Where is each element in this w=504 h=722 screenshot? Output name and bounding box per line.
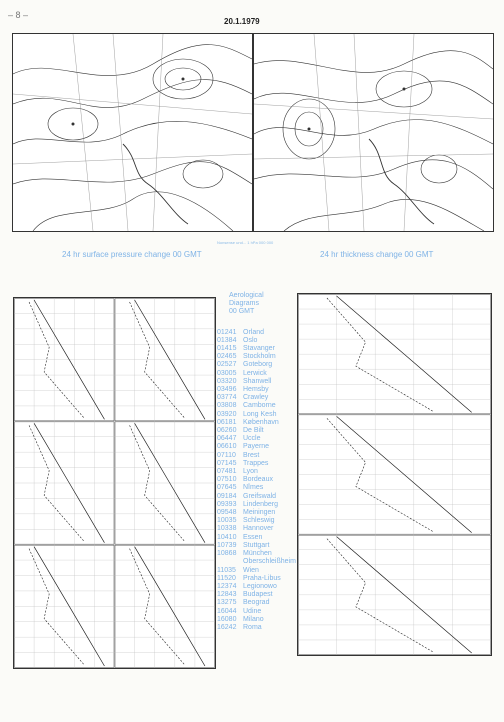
station-name: Stavanger [243, 345, 275, 353]
station-code: 11035 [217, 566, 236, 574]
station-code: 06181 [217, 418, 237, 426]
station-row [217, 550, 302, 558]
sounding-diagram [298, 294, 491, 414]
station-name: Milano [243, 615, 264, 623]
station-code: 09393 [217, 500, 237, 508]
station-name: Nîmes [243, 484, 264, 492]
station-name: Lerwick [243, 369, 267, 377]
station-row [217, 575, 302, 583]
sounding-diagram [14, 421, 115, 544]
station-row [217, 599, 302, 607]
station-name: Meiningen [243, 509, 276, 517]
station-list [217, 292, 302, 632]
aerological-diagrams-right [297, 293, 492, 656]
station-name: Uccle [243, 435, 261, 443]
station-name: Schleswig [243, 517, 275, 525]
station-row [217, 476, 302, 484]
station-name: Hemsby [243, 386, 269, 394]
station-row [217, 493, 302, 501]
station-code: 03320 [217, 377, 237, 385]
thickness-change-map [253, 33, 494, 232]
station-row [217, 567, 302, 575]
station-code: 10035 [217, 517, 237, 525]
station-code: 03774 [217, 394, 237, 402]
station-code: 06610 [217, 443, 237, 451]
station-row [217, 353, 302, 361]
station-name: Greifswald [243, 492, 277, 500]
station-name: Trappes [243, 459, 269, 467]
station-row [217, 542, 302, 550]
station-row [217, 558, 302, 566]
station-code: 10338 [217, 525, 237, 533]
station-row [217, 435, 302, 443]
station-row [217, 608, 302, 616]
aerological-diagrams-right-graphic [298, 294, 491, 655]
sounding-diagram [298, 414, 491, 534]
station-name: Udine [243, 607, 262, 615]
station-name: Lyon [243, 468, 258, 476]
station-code: 06447 [217, 435, 237, 443]
station-row [217, 427, 302, 435]
station-row [217, 337, 302, 345]
page-date: 20.1.1979 [224, 17, 260, 26]
station-name: Lindenberg [243, 500, 279, 508]
station-row [217, 378, 302, 386]
station-name: Legionowo [243, 582, 277, 590]
middle-caption: Nonsense und... 1 hPa 000 000 [217, 240, 274, 245]
sounding-diagram [298, 535, 491, 655]
station-name: Beograd [243, 599, 270, 607]
station-rows [217, 329, 302, 633]
station-row [217, 370, 302, 378]
station-code: 16044 [217, 607, 237, 615]
station-code: 01384 [217, 336, 237, 344]
station-code: 13275 [217, 599, 237, 607]
station-code: 07110 [217, 451, 236, 459]
station-row [217, 484, 302, 492]
station-row [217, 624, 302, 632]
station-code: 10739 [217, 541, 237, 549]
station-code: 09548 [217, 509, 237, 517]
station-list-heading: Aerological Diagrams 00 GMT [229, 292, 264, 316]
station-row [217, 452, 302, 460]
station-code: 12843 [217, 591, 237, 599]
thickness-change-caption: 24 hr thickness change 00 GMT [320, 250, 434, 259]
station-code: 16242 [217, 623, 237, 631]
station-name: Budapest [243, 591, 273, 599]
station-name: København [243, 418, 279, 426]
station-code: 12374 [217, 582, 237, 590]
station-row [217, 583, 302, 591]
station-code: 02465 [217, 353, 237, 361]
station-row [217, 525, 302, 533]
station-code: 03920 [217, 410, 237, 418]
station-name: Crawley [243, 394, 269, 402]
station-code: 10868 [217, 550, 237, 558]
station-name: Brest [243, 451, 260, 459]
station-code: 01241 [217, 328, 237, 336]
station-name: Payerne [243, 443, 270, 451]
station-name: Goteborg [243, 361, 273, 369]
station-name: Essen [243, 533, 263, 541]
surface-pressure-caption: 24 hr surface pressure change 00 GMT [62, 250, 202, 259]
sounding-diagram [115, 298, 216, 421]
station-row [217, 591, 302, 599]
station-code: 03005 [217, 369, 237, 377]
station-name: Oberschleißheim [243, 558, 296, 566]
station-name: Bordeaux [243, 476, 273, 484]
station-row [217, 460, 302, 468]
station-name: Wien [243, 566, 259, 574]
station-code: 07645 [217, 484, 237, 492]
sounding-diagram [115, 421, 216, 544]
station-code: 09184 [217, 492, 237, 500]
station-code: 11520 [217, 574, 236, 582]
station-row [217, 386, 302, 394]
station-code: 07510 [217, 476, 237, 484]
station-code: 07481 [217, 468, 237, 476]
station-row [217, 361, 302, 369]
station-code: 03496 [217, 386, 237, 394]
sounding-diagram [14, 298, 115, 421]
surface-pressure-change-map [12, 33, 253, 232]
station-name: Hannover [243, 525, 274, 533]
station-code: 03808 [217, 402, 237, 410]
station-code: 02527 [217, 361, 237, 369]
station-row [217, 501, 302, 509]
station-row [217, 534, 302, 542]
aerological-diagrams-left-graphic [14, 298, 215, 668]
station-row [217, 394, 302, 402]
contour-map-right [254, 34, 493, 231]
station-name: Roma [243, 623, 262, 631]
aerological-diagrams-left [13, 297, 216, 669]
station-row [217, 616, 302, 624]
station-row [217, 402, 302, 410]
station-row [217, 509, 302, 517]
station-row [217, 411, 302, 419]
station-code: 10410 [217, 533, 237, 541]
station-name: De Bilt [243, 427, 264, 435]
station-name: Stockholm [243, 353, 276, 361]
station-code: 07145 [217, 459, 237, 467]
sounding-diagram [115, 545, 216, 668]
station-name: München [243, 550, 272, 558]
station-name: Oslo [243, 336, 258, 344]
station-row [217, 443, 302, 451]
station-row [217, 329, 302, 337]
sounding-diagram [14, 545, 115, 668]
station-name: Shanwell [243, 377, 272, 385]
page-number: – 8 – [8, 10, 29, 20]
station-code: 01415 [217, 345, 237, 353]
station-name: Orland [243, 328, 265, 336]
station-row [217, 345, 302, 353]
station-name: Long Kesh [243, 410, 277, 418]
station-name: Stuttgart [243, 541, 270, 549]
station-code: 16080 [217, 615, 237, 623]
station-name: Camborne [243, 402, 276, 410]
station-row [217, 468, 302, 476]
station-row [217, 419, 302, 427]
station-row [217, 517, 302, 525]
station-code: 06260 [217, 427, 237, 435]
station-name: Praha-Libus [243, 574, 281, 582]
contour-map-left [13, 34, 252, 231]
